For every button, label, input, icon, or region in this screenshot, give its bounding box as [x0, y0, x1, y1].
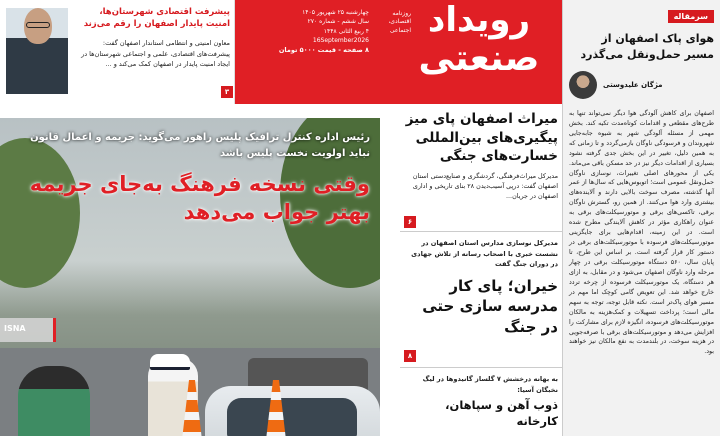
editorial-author	[569, 71, 714, 99]
main-story-headline[interactable]	[10, 170, 370, 227]
headline-line-2: بهتر جواب می‌دهد	[183, 200, 370, 225]
issue-number: سال ششم - شماره ۲۷۰	[307, 18, 369, 26]
editorial-badge: سرمقاله	[668, 10, 714, 23]
issue-info	[243, 8, 369, 55]
newspaper-slogan: روزنامه اقتصادی، اجتماعی	[388, 10, 411, 34]
story-heritage-page-number: ۶	[404, 216, 416, 228]
headline-line-1: وقتی نسخه فرهنگ به‌جای جریمه	[29, 172, 370, 196]
photo-credit-tab	[0, 318, 56, 342]
issue-price: ۸ صفحه - قیمت ۵۰۰۰ تومان	[278, 46, 369, 55]
story-football-kicker: به بهانه درخشش ۷ گلساز گانیدوها در لیگ نخبگان آسیا:	[422, 375, 558, 394]
main-story-caption: رئیس اداره کنترل ترافیک پلیس راهور می‌گوید: جریمه و اعمال قانون نباید اولویت نخست پلیس باشد	[30, 132, 370, 159]
story-football-title[interactable]: ذوب آهن و سپاهان، کارخانه	[445, 398, 558, 429]
date-persian: چهارشنبه ۲۵ شهریور ۱۴۰۵	[302, 9, 369, 16]
story-schools-page-number: ۸	[404, 350, 416, 362]
car-shape	[205, 386, 380, 436]
main-story-photo[interactable]	[0, 118, 380, 436]
editorial-body: اصفهان برای کاهش آلودگی هوا دیگر نمی‌تواند تنها به طرح‌های مقطعی و اقدامات کوتاه‌مدت تکیه کند. بخش مهمی از مسئله آلودگی شهر به شیوه جابه‌جایی شهروندان و فرسودگی ناوگان بازمی‌گردد و تا زمانی که به همین دلیل، تغییر در این بخش جدی گرفته نشود بسیاری از اقدامات دیگر نیز در حد مسکن باقی می‌ماند. یکی از محورهای اصلی تغییرات، نوسازی ناوگان حمل‌ونقل عمومی است؛ اتوبوس‌هایی که سال‌ها از عمر آنها گذشته، مصرف سوخت بالایی دارند و آلاینده‌های بیشتری وارد هوا می‌کنند. از همین رو، گسترش ناوگان برقی، تاکسی‌های برقی و موتورسیکلت‌های برقی به عنوان راهکاری مؤثر در کاهش آلایندگی مطرح شده است. در این زمینه، اقدام‌هایی برای جایگزینی موتورسیکلت‌های فرسوده با موتورسیکلت‌های برقی در دستور کار قرار گرفته است. بر اساس این طرح، تا پایان سال، ۵۶۰ دستگاه موتورسیکلت برقی در چهار مرحله وارد ناوگان اصفهان می‌شود و در مقابل، به ازای هر دستگاه، یک موتورسیکلت فرسوده از چرخه تردد خارج خواهد شد. این تعویض گامی کوچک اما مهم در مسیر هوای پاک‌تر است. نکته قابل توجه، توجه به سهم مالی است؛ پرداخت تسهیلات و کمک‌هزینه به مالکان موتورسیکلت‌های فرسوده، انگیزه لازم برای مشارکت را افزایش می‌دهد و موتورسیکلت‌های برقی با صرفه‌جویی در هزینه سوخت، در بلندمدت به نفع مالکان نیز خواهند بود.	[569, 109, 714, 356]
date-hijri: ۴ ربیع الثانی ۱۴۴۸	[323, 27, 369, 35]
man-figure	[18, 366, 90, 436]
promo-page-number: ۳	[221, 86, 233, 98]
author-avatar	[569, 71, 597, 99]
glasses-icon	[26, 22, 50, 28]
masthead	[235, 0, 562, 104]
middle-column	[400, 104, 562, 436]
story-football[interactable]	[400, 368, 562, 435]
photo-credit-label: ISNA	[4, 324, 26, 333]
promo-photo	[6, 8, 68, 94]
story-heritage[interactable]	[400, 104, 562, 232]
police-cap-shape	[150, 354, 190, 370]
newspaper-logo[interactable]	[404, 0, 554, 100]
car-window-shape	[227, 398, 357, 436]
story-heritage-text: مدیرکل میراث‌فرهنگی، گردشگری و صنایع‌دستی استان اصفهان گفت: درپی آسیب‌دیدن ۲۸ بنای تاریخی و اداری اصفهان در جریان...	[412, 171, 558, 201]
logo-line-2: صنعتی	[418, 37, 540, 79]
story-heritage-title[interactable]: میراث اصفهان پای میز پیگیری‌های بین‌المللی خسارت‌های جنگی	[405, 111, 558, 165]
promo-story[interactable]	[0, 0, 235, 104]
logo-line-1: رویداد	[427, 0, 531, 40]
promo-text: معاون امنیتی و انتظامی استاندار اصفهان گفت: پیشرفت‌های اقتصادی، علمی و اجتماعی شهرستان‌ها در ایجاد امنیت پایدار در اصفهان کمک می‌کند و ...	[81, 39, 230, 69]
story-schools[interactable]	[400, 232, 562, 368]
date-gregorian: 16September2026	[312, 36, 369, 44]
promo-title[interactable]: پیشرفت اقتصادی شهرستان‌ها، امنیت پایدار اصفهان را رقم می‌زند	[83, 7, 230, 30]
author-name: مژگان علیدوستی	[603, 80, 663, 89]
story-schools-title[interactable]: خیران؛ پای کار مدرسه سازی حتی در جنگ	[422, 276, 558, 337]
story-schools-kicker: مدیرکل نوسازی مدارس استان اصفهان در نشست خبری با اصحاب رسانه از تلاش جهادی در دوران جنگ گفت	[411, 239, 558, 269]
editorial-column	[562, 0, 720, 436]
editorial-title[interactable]: هوای پاک اصفهان از مسیر حمل‌ونقل می‌گذرد	[580, 32, 714, 61]
